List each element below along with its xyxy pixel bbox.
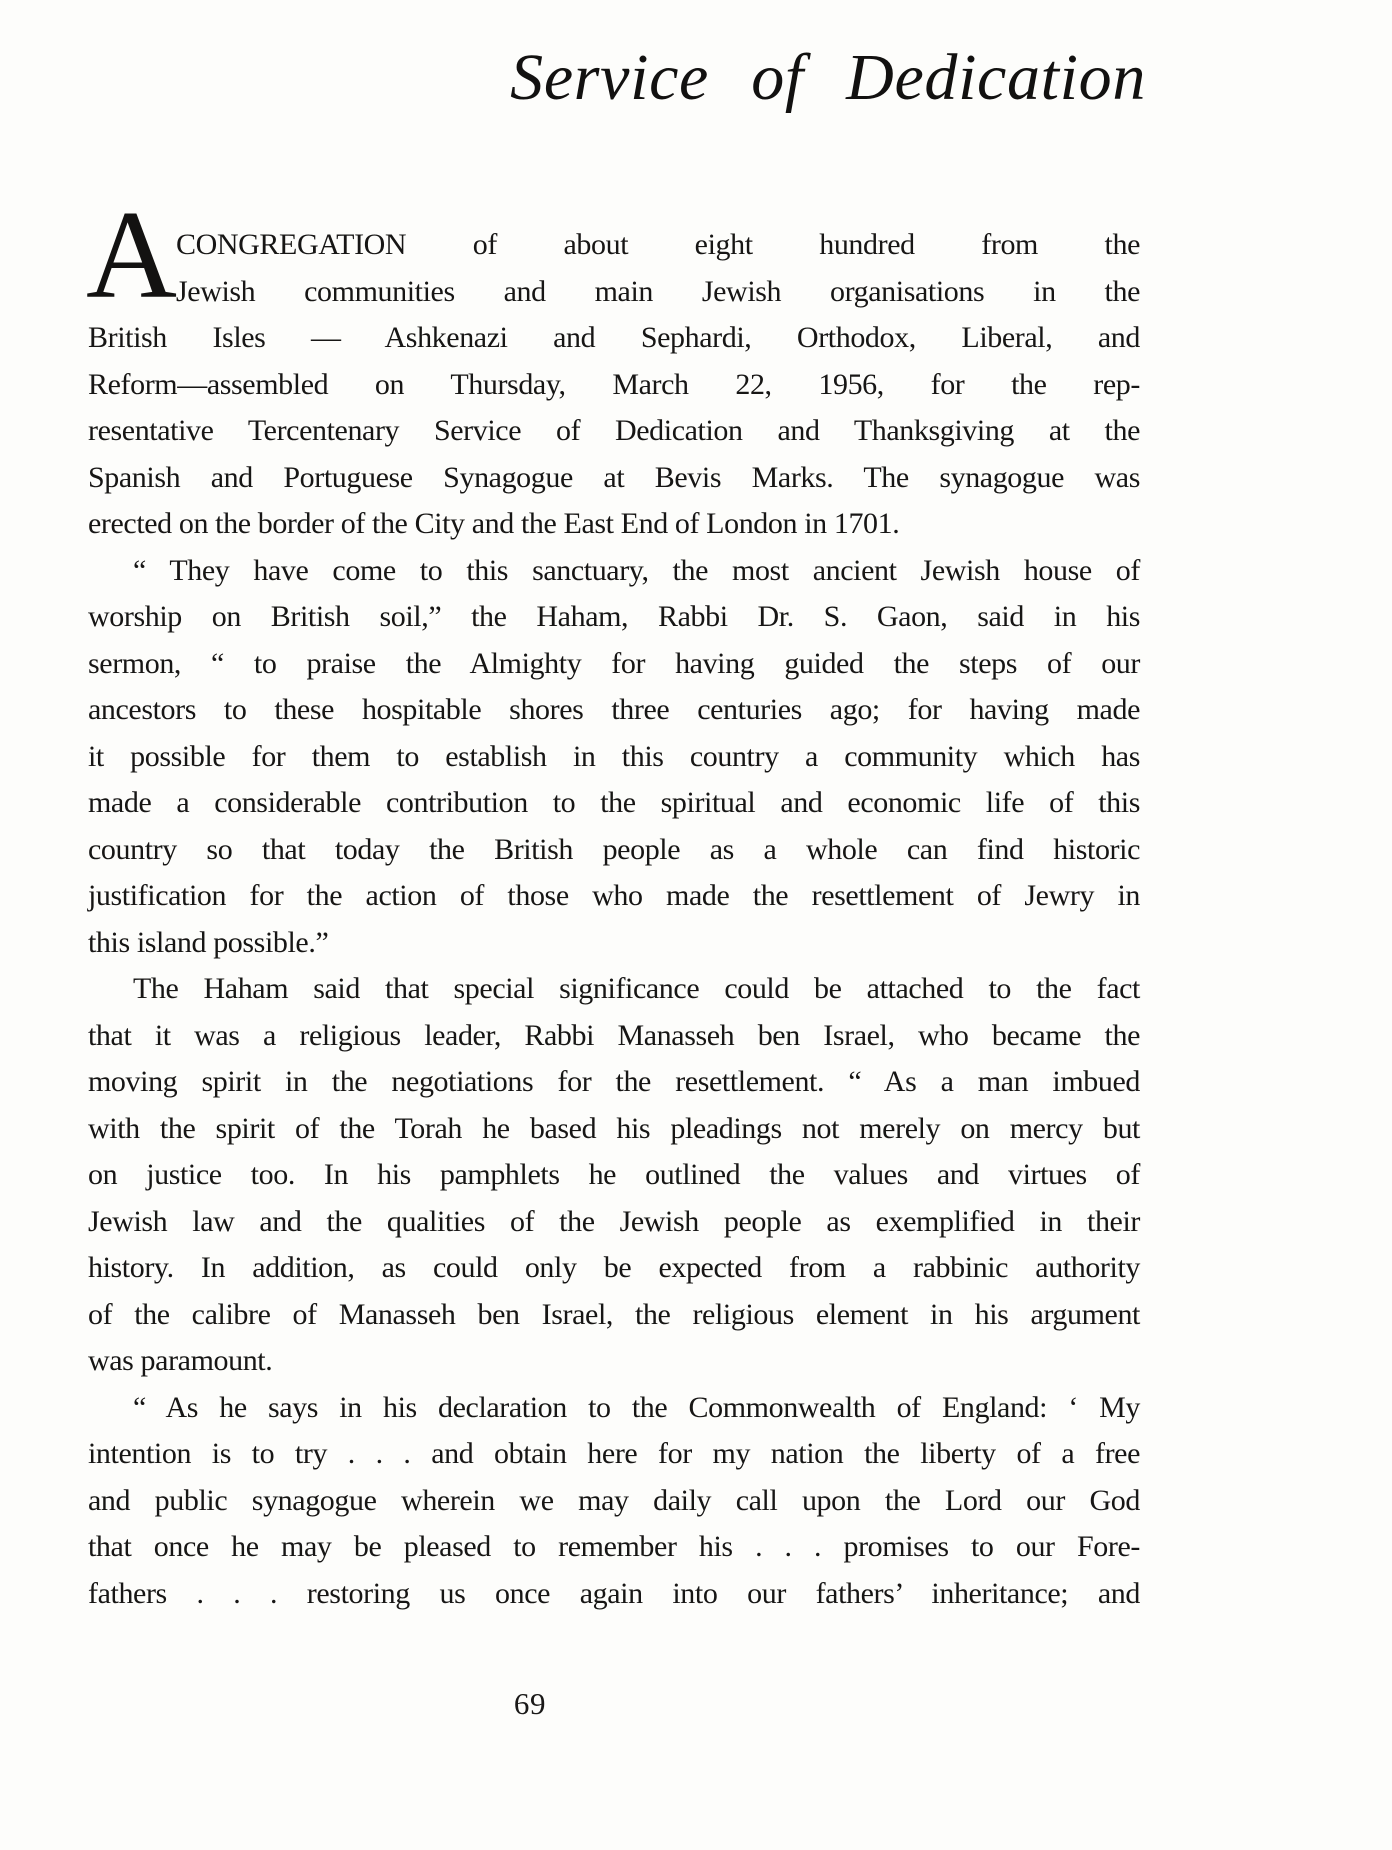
text-line: “ They have come to this sanctuary, the most ancient Jewish house of	[133, 553, 1140, 587]
text-line: ancestors to these hospitable shores three centuries ago; for having made	[88, 693, 1140, 726]
text-line: this island possible.”	[88, 925, 329, 959]
text-line: justification for the action of those who made the resettlement of Jewry in	[88, 879, 1140, 912]
text-line: Reform—assembled on Thursday, March 22, 1956, for the rep-	[88, 367, 1140, 401]
text-line: The Haham said that special significance could be attached to the fact	[133, 972, 1140, 1005]
text-line: Jewish communities and main Jewish organisations in the	[176, 274, 1140, 308]
text-line: country so that today the British people as a whole can find historic	[88, 832, 1140, 866]
text-line: of the calibre of Manasseh ben Israel, the religious element in his argument	[88, 1297, 1140, 1331]
text-line: that it was a religious leader, Rabbi Manasseh ben Israel, who became the	[88, 1018, 1140, 1052]
text-line: Jewish law and the qualities of the Jewish people as exemplified in their	[88, 1204, 1140, 1238]
page-number: 69	[513, 1686, 547, 1721]
paragraph	[88, 966, 1140, 1385]
text-line: sermon, “ to praise the Almighty for having guided the steps of our	[88, 646, 1140, 680]
text-line: intention is to try . . . and obtain here for my nation the liberty of a free	[88, 1437, 1140, 1470]
text-line: was paramount.	[88, 1344, 273, 1377]
paragraph	[88, 548, 1140, 967]
text-line: British Isles — Ashkenazi and Sephardi, Orthodox, Liberal, and	[88, 321, 1140, 354]
text-line: resentative Tercentenary Service of Dedication and Thanksgiving at the	[88, 414, 1140, 447]
text-line: that once he may be pleased to remember his . . . promises to our Fore-	[88, 1530, 1140, 1563]
article-body	[86, 186, 1140, 1617]
text-line: “ As he says in his declaration to the Commonwealth of England: ‘ My	[133, 1390, 1140, 1424]
text-line: on justice too. In his pamphlets he outlined the values and virtues of	[88, 1158, 1140, 1191]
paragraph	[88, 1385, 1140, 1618]
text-line: fathers . . . restoring us once again into our fathers’ inheritance; and	[88, 1576, 1140, 1610]
text-line: moving spirit in the negotiations for the resettlement. “ As a man imbued	[88, 1065, 1140, 1098]
text-line: erected on the border of the City and the East End of London in 1701.	[88, 507, 900, 540]
page-title: Service of Dedication	[510, 41, 1146, 114]
text-line: it possible for them to establish in this country a community which has	[88, 739, 1140, 773]
text-line: history. In addition, as could only be expected from a rabbinic authority	[88, 1251, 1140, 1284]
drop-cap: A	[86, 186, 177, 325]
text-line: and public synagogue wherein we may daily call upon the Lord our God	[88, 1483, 1140, 1517]
text-line: with the spirit of the Torah he based his pleadings not merely on mercy but	[88, 1111, 1140, 1145]
text-line: made a considerable contribution to the spiritual and economic life of this	[88, 786, 1140, 819]
text-line: worship on British soil,” the Haham, Rabbi Dr. S. Gaon, said in his	[88, 600, 1140, 633]
text-line: Spanish and Portuguese Synagogue at Bevis Marks. The synagogue was	[88, 460, 1140, 494]
paragraph	[86, 186, 1140, 548]
text-line: CONGREGATION of about eight hundred from the	[176, 228, 1140, 261]
